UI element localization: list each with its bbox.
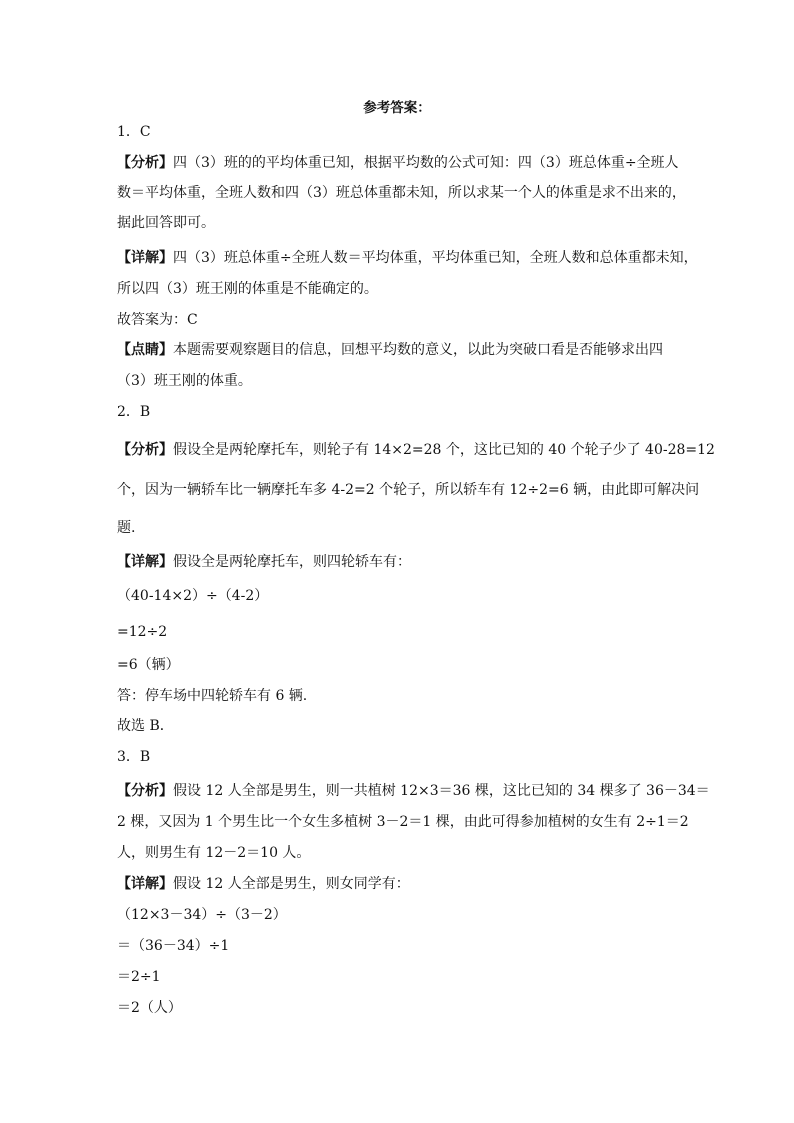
analysis-tag: 【分析】 [117, 783, 173, 799]
q3-detail-line-1: 【详解】假设 12 人全部是男生，则女同学有： [117, 876, 410, 892]
detail-tag: 【详解】 [117, 554, 173, 570]
q3-number: 3．B [117, 749, 151, 765]
q2-step-1: （40-14×2）÷（4-2） [117, 588, 269, 604]
q3-step-4: ＝2（人） [117, 1000, 182, 1016]
q1-analysis-line-1: 【分析】四（3）班的的平均体重已知，根据平均数的公式可知：四（3）班总体重÷全班人 [117, 155, 679, 171]
q1-answer: 故答案为：C [117, 312, 198, 328]
q1-analysis-line-3: 据此回答即可。 [117, 215, 215, 231]
q2-step-2: =12÷2 [117, 624, 168, 640]
q2-answer: 答：停车场中四轮轿车有 6 辆. [117, 688, 308, 704]
analysis-tag: 【分析】 [117, 155, 173, 171]
q2-number: 2．B [117, 404, 151, 420]
q1-comment-line-1: 【点睛】本题需要观察题目的信息，回想平均数的意义，以此为突破口看是否能够求出四 [117, 342, 663, 358]
detail-tag: 【详解】 [117, 876, 173, 892]
q2-analysis-line-3: 题. [117, 520, 136, 536]
q1-comment-line-2: （3）班王刚的体重。 [117, 373, 252, 389]
analysis-tag: 【分析】 [117, 442, 173, 458]
detail-tag: 【详解】 [117, 250, 173, 266]
q2-detail-line-1: 【详解】假设全是两轮摩托车，则四轮轿车有： [117, 554, 411, 570]
q1-analysis-line-2: 数＝平均体重，全班人数和四（3）班总体重都未知，所以求某一个人的体重是求不出来的， [117, 185, 686, 201]
q2-analysis-line-1: 【分析】假设全是两轮摩托车，则轮子有 14×2=28 个，这比已知的 40 个轮子少了 40-28=12 [117, 442, 715, 458]
comment-tag: 【点睛】 [117, 342, 173, 358]
q3-analysis-line-1: 【分析】假设 12 人全部是男生，则一共植树 12×3＝36 棵，这比已知的 34 棵多了 36－34＝ [117, 783, 710, 799]
q1-detail-line-2: 所以四（3）班王刚的体重是不能确定的。 [117, 281, 378, 297]
q1-detail-line-1: 【详解】四（3）班总体重÷全班人数＝平均体重，平均体重已知，全班人数和总体重都未知， [117, 250, 698, 266]
q3-analysis-line-3: 人，则男生有 12－2＝10 人。 [117, 845, 311, 861]
q2-choice: 故选 B． [117, 718, 174, 734]
q3-step-3: ＝2÷1 [117, 969, 161, 985]
page-title: 参考答案： [363, 100, 431, 116]
q2-step-3: =6（辆） [117, 657, 180, 673]
q3-analysis-line-2: 2 棵，又因为 1 个男生比一个女生多植树 3－2＝1 棵，由此可得参加植树的女生有 2÷1＝2 [117, 814, 689, 830]
q2-analysis-line-2: 个，因为一辆轿车比一辆摩托车多 4-2=2 个轮子，所以轿车有 12÷2=6 辆，由此即可解决问 [117, 482, 700, 498]
q3-step-1: （12×3－34）÷（3－2） [117, 907, 287, 923]
q3-step-2: ＝（36－34）÷1 [117, 938, 230, 954]
q1-number: 1．C [117, 124, 151, 140]
